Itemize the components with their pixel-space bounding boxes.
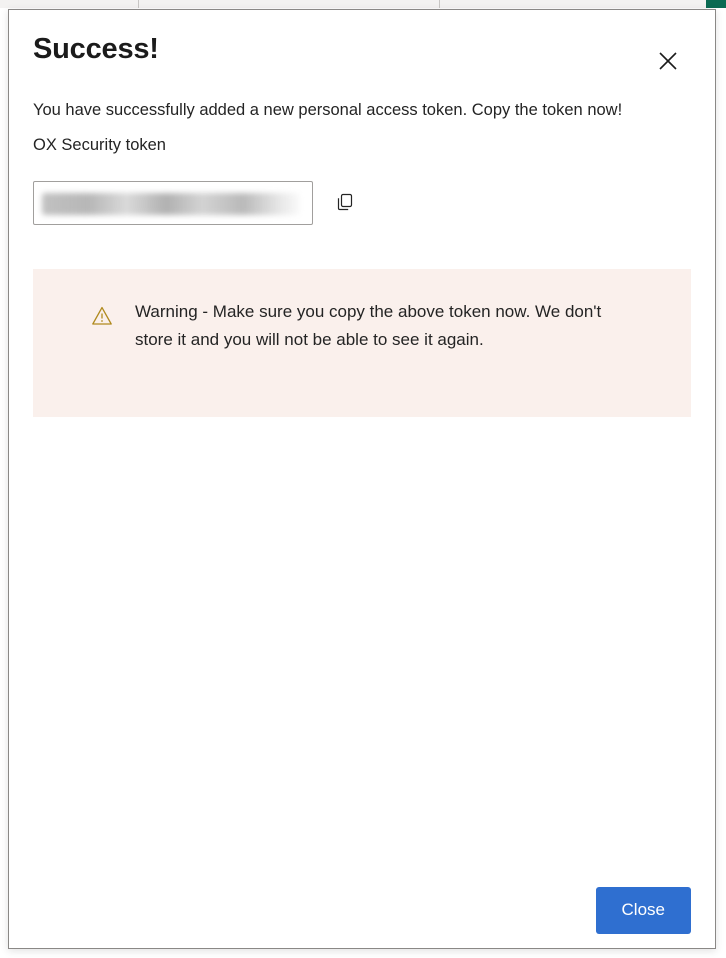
behind-segment-middle [139,0,440,8]
warning-text: Warning - Make sure you copy the above token now. We don't store it and you will not be able to see it again. [135,302,602,349]
token-input[interactable] [33,181,313,225]
token-row [33,181,691,225]
close-icon-button[interactable] [655,48,681,74]
close-icon [657,50,679,72]
behind-accent-bar [706,0,726,8]
intro-text: You have successfully added a new personal access token. Copy the token now! [33,101,623,119]
token-redacted-value [42,193,300,215]
success-dialog [8,9,716,949]
copy-icon [335,192,355,215]
copy-token-button[interactable] [331,189,359,217]
behind-segment-right [440,0,726,8]
warning-banner [33,269,691,417]
dialog-footer [9,872,715,948]
token-label: OX Security token [33,136,166,154]
page-title: Success! [33,33,159,65]
behind-segment-left [0,0,139,8]
dialog-header [9,10,715,66]
dialog-body [9,99,715,417]
warning-triangle-icon [91,305,113,327]
close-button[interactable]: Close [596,887,691,934]
